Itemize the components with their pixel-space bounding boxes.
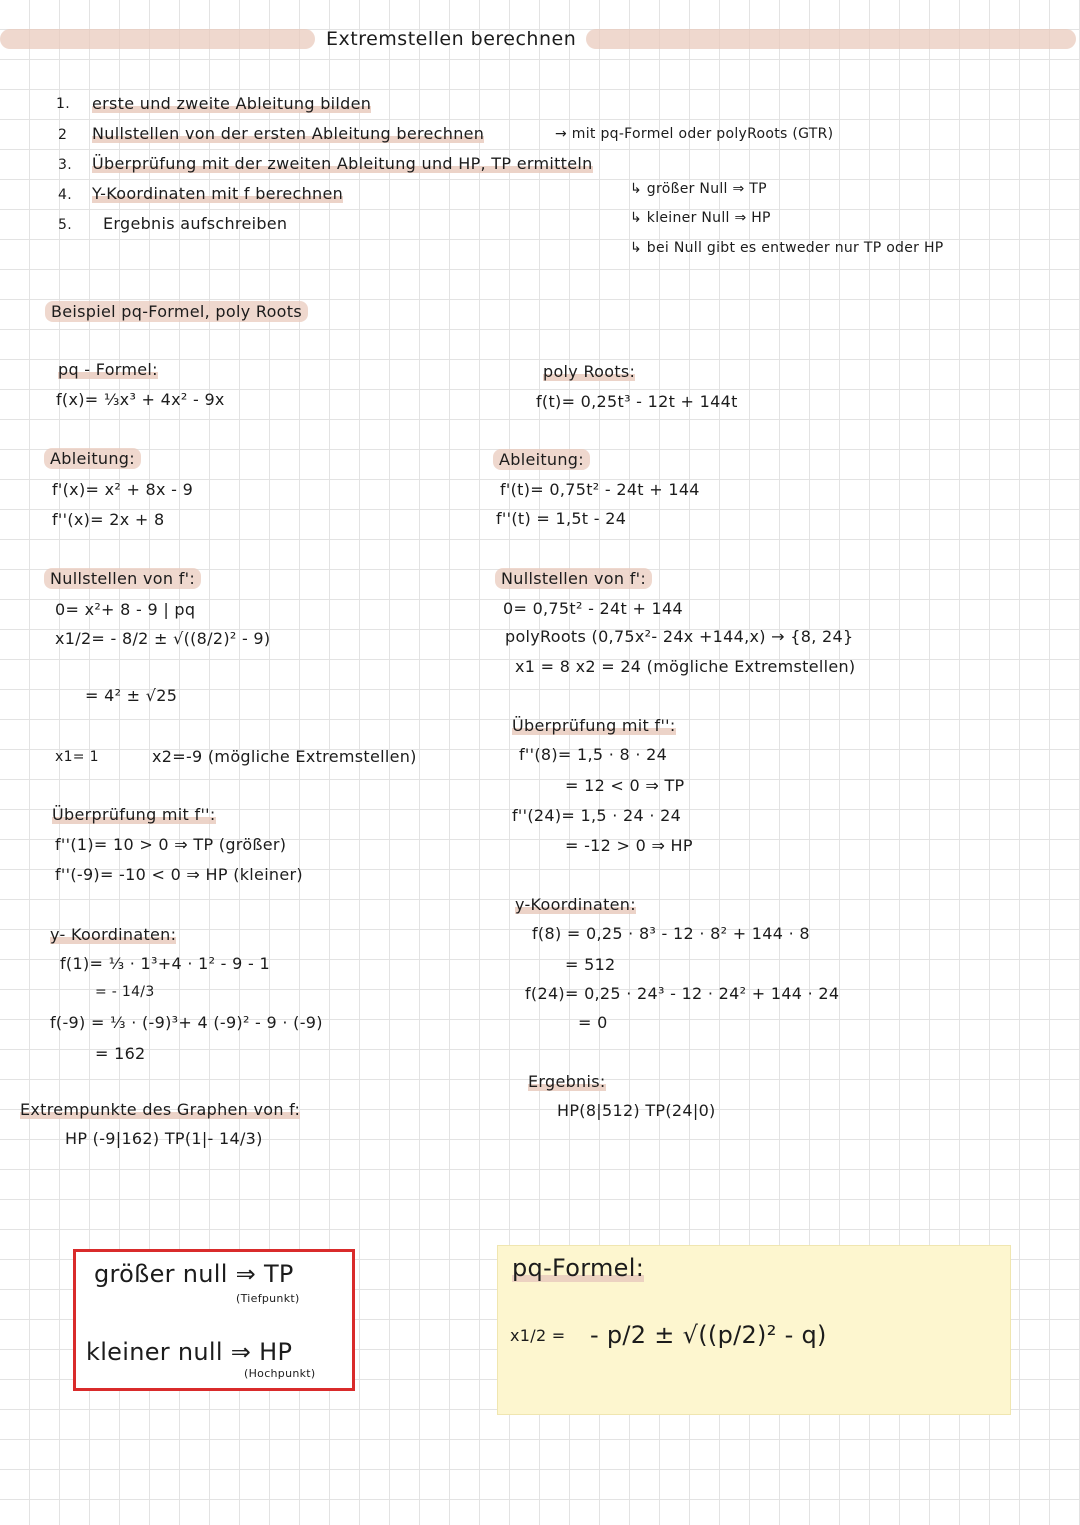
step-text: Ergebnis aufschreiben (103, 214, 288, 233)
right-y-line: f(24)= 0,25 · 24³ - 12 · 24² + 144 · 24 (525, 984, 840, 1003)
right-check-title: Überprüfung mit f'': (512, 716, 676, 735)
left-check-line: f''(1)= 10 > 0 ⇒ TP (größer) (55, 835, 287, 854)
step-text: Y-Koordinaten mit f berechnen (92, 184, 344, 203)
step-text: erste und zweite Ableitung bilden (92, 94, 372, 113)
summary-greater-note: (Tiefpunkt) (236, 1292, 300, 1305)
right-result-title: Ergebnis: (528, 1072, 606, 1091)
example-label: Beispiel pq-Formel, poly Roots (45, 302, 308, 321)
left-check-title: Überprüfung mit f'': (52, 805, 216, 824)
left-zeros-line: x1/2= - 8/2 ± √((8/2)² - 9) (55, 629, 271, 648)
right-deriv-title: Ableitung: (493, 450, 590, 469)
left-y-title: y- Koordinaten: (50, 925, 177, 944)
step-num: 3. (58, 157, 72, 173)
right-check-line: = 12 < 0 ⇒ TP (565, 776, 685, 795)
left-points: HP (-9|162) TP(1|- 14/3) (65, 1129, 263, 1148)
right-function: f(t)= 0,25t³ - 12t + 144t (536, 392, 738, 411)
step-text: Überprüfung mit der zweiten Ableitung und HP, TP ermitteln (92, 154, 593, 173)
title-bar-left (0, 29, 315, 49)
title-bar-right (586, 29, 1076, 49)
left-function: f(x)= ⅓x³ + 4x² - 9x (56, 390, 225, 409)
pq-formula-title: pq-Formel: (512, 1254, 645, 1282)
right-deriv1: f'(t)= 0,75t² - 24t + 144 (500, 480, 700, 499)
pq-formula-box (497, 1245, 1011, 1415)
right-zeros-title: Nullstellen von f': (495, 569, 652, 588)
right-zeros-line: 0= 0,75t² - 24t + 144 (503, 599, 683, 618)
left-deriv2: f''(x)= 2x + 8 (52, 510, 165, 529)
right-y-line: = 0 (578, 1013, 608, 1032)
left-y-line: = - 14/3 (95, 984, 155, 1000)
step-num: 4. (58, 187, 72, 203)
right-y-title: y-Koordinaten: (515, 895, 636, 914)
right-result: HP(8|512) TP(24|0) (557, 1101, 716, 1120)
left-zeros-line: 0= x²+ 8 - 9 | pq (55, 600, 196, 619)
left-deriv1: f'(x)= x² + 8x - 9 (52, 480, 194, 499)
page-title: Extremstellen berechnen (326, 28, 577, 50)
right-zeros-line: polyRoots (0,75x²- 24x +144,x) → {8, 24} (505, 627, 854, 646)
step-text: Nullstellen von der ersten Ableitung berechnen (92, 124, 485, 143)
left-deriv-title: Ableitung: (44, 449, 141, 468)
right-y-line: = 512 (565, 955, 616, 974)
left-y-line: f(-9) = ⅓ · (-9)³+ 4 (-9)² - 9 · (-9) (50, 1013, 323, 1032)
step-num: 2 (58, 127, 68, 143)
rule-zero: ↳ bei Null gibt es entweder nur TP oder HP (630, 240, 944, 256)
left-y-line: = 162 (95, 1044, 146, 1063)
step-note: → mit pq-Formel oder polyRoots (GTR) (555, 126, 834, 142)
step-num: 5. (58, 217, 72, 233)
left-zero-x2: x2=-9 (mögliche Extremstellen) (152, 747, 417, 766)
right-y-line: f(8) = 0,25 · 8³ - 12 · 8² + 144 · 8 (532, 924, 810, 943)
rule-greater: ↳ größer Null ⇒ TP (630, 181, 767, 197)
left-y-line: f(1)= ⅓ · 1³+4 · 1² - 9 - 1 (60, 954, 270, 973)
left-zero-x1: x1= 1 (55, 749, 99, 765)
left-points-title: Extrempunkte des Graphen von f: (20, 1100, 301, 1119)
pq-formula-rhs: - p/2 ± √((p/2)² - q) (590, 1321, 827, 1349)
summary-greater: größer null ⇒ TP (94, 1260, 294, 1288)
rule-smaller: ↳ kleiner Null ⇒ HP (630, 210, 771, 226)
left-heading: pq - Formel: (58, 360, 158, 379)
summary-smaller-note: (Hochpunkt) (244, 1367, 316, 1380)
pq-formula-lhs: x1/2 = (510, 1326, 566, 1345)
left-check-line: f''(-9)= -10 < 0 ⇒ HP (kleiner) (55, 865, 303, 884)
right-check-line: f''(8)= 1,5 · 8 · 24 (519, 745, 668, 764)
left-zeros-line: = 4² ± √25 (85, 686, 178, 705)
right-deriv2: f''(t) = 1,5t - 24 (496, 509, 627, 528)
right-check-line: f''(24)= 1,5 · 24 · 24 (512, 806, 682, 825)
right-zeros-line: x1 = 8 x2 = 24 (mögliche Extremstellen) (515, 657, 856, 676)
summary-smaller: kleiner null ⇒ HP (86, 1338, 293, 1366)
right-check-line: = -12 > 0 ⇒ HP (565, 836, 693, 855)
summary-box (73, 1249, 355, 1391)
step-num: 1. (56, 96, 70, 112)
right-heading: poly Roots: (543, 362, 636, 381)
left-zeros-title: Nullstellen von f': (44, 569, 201, 588)
